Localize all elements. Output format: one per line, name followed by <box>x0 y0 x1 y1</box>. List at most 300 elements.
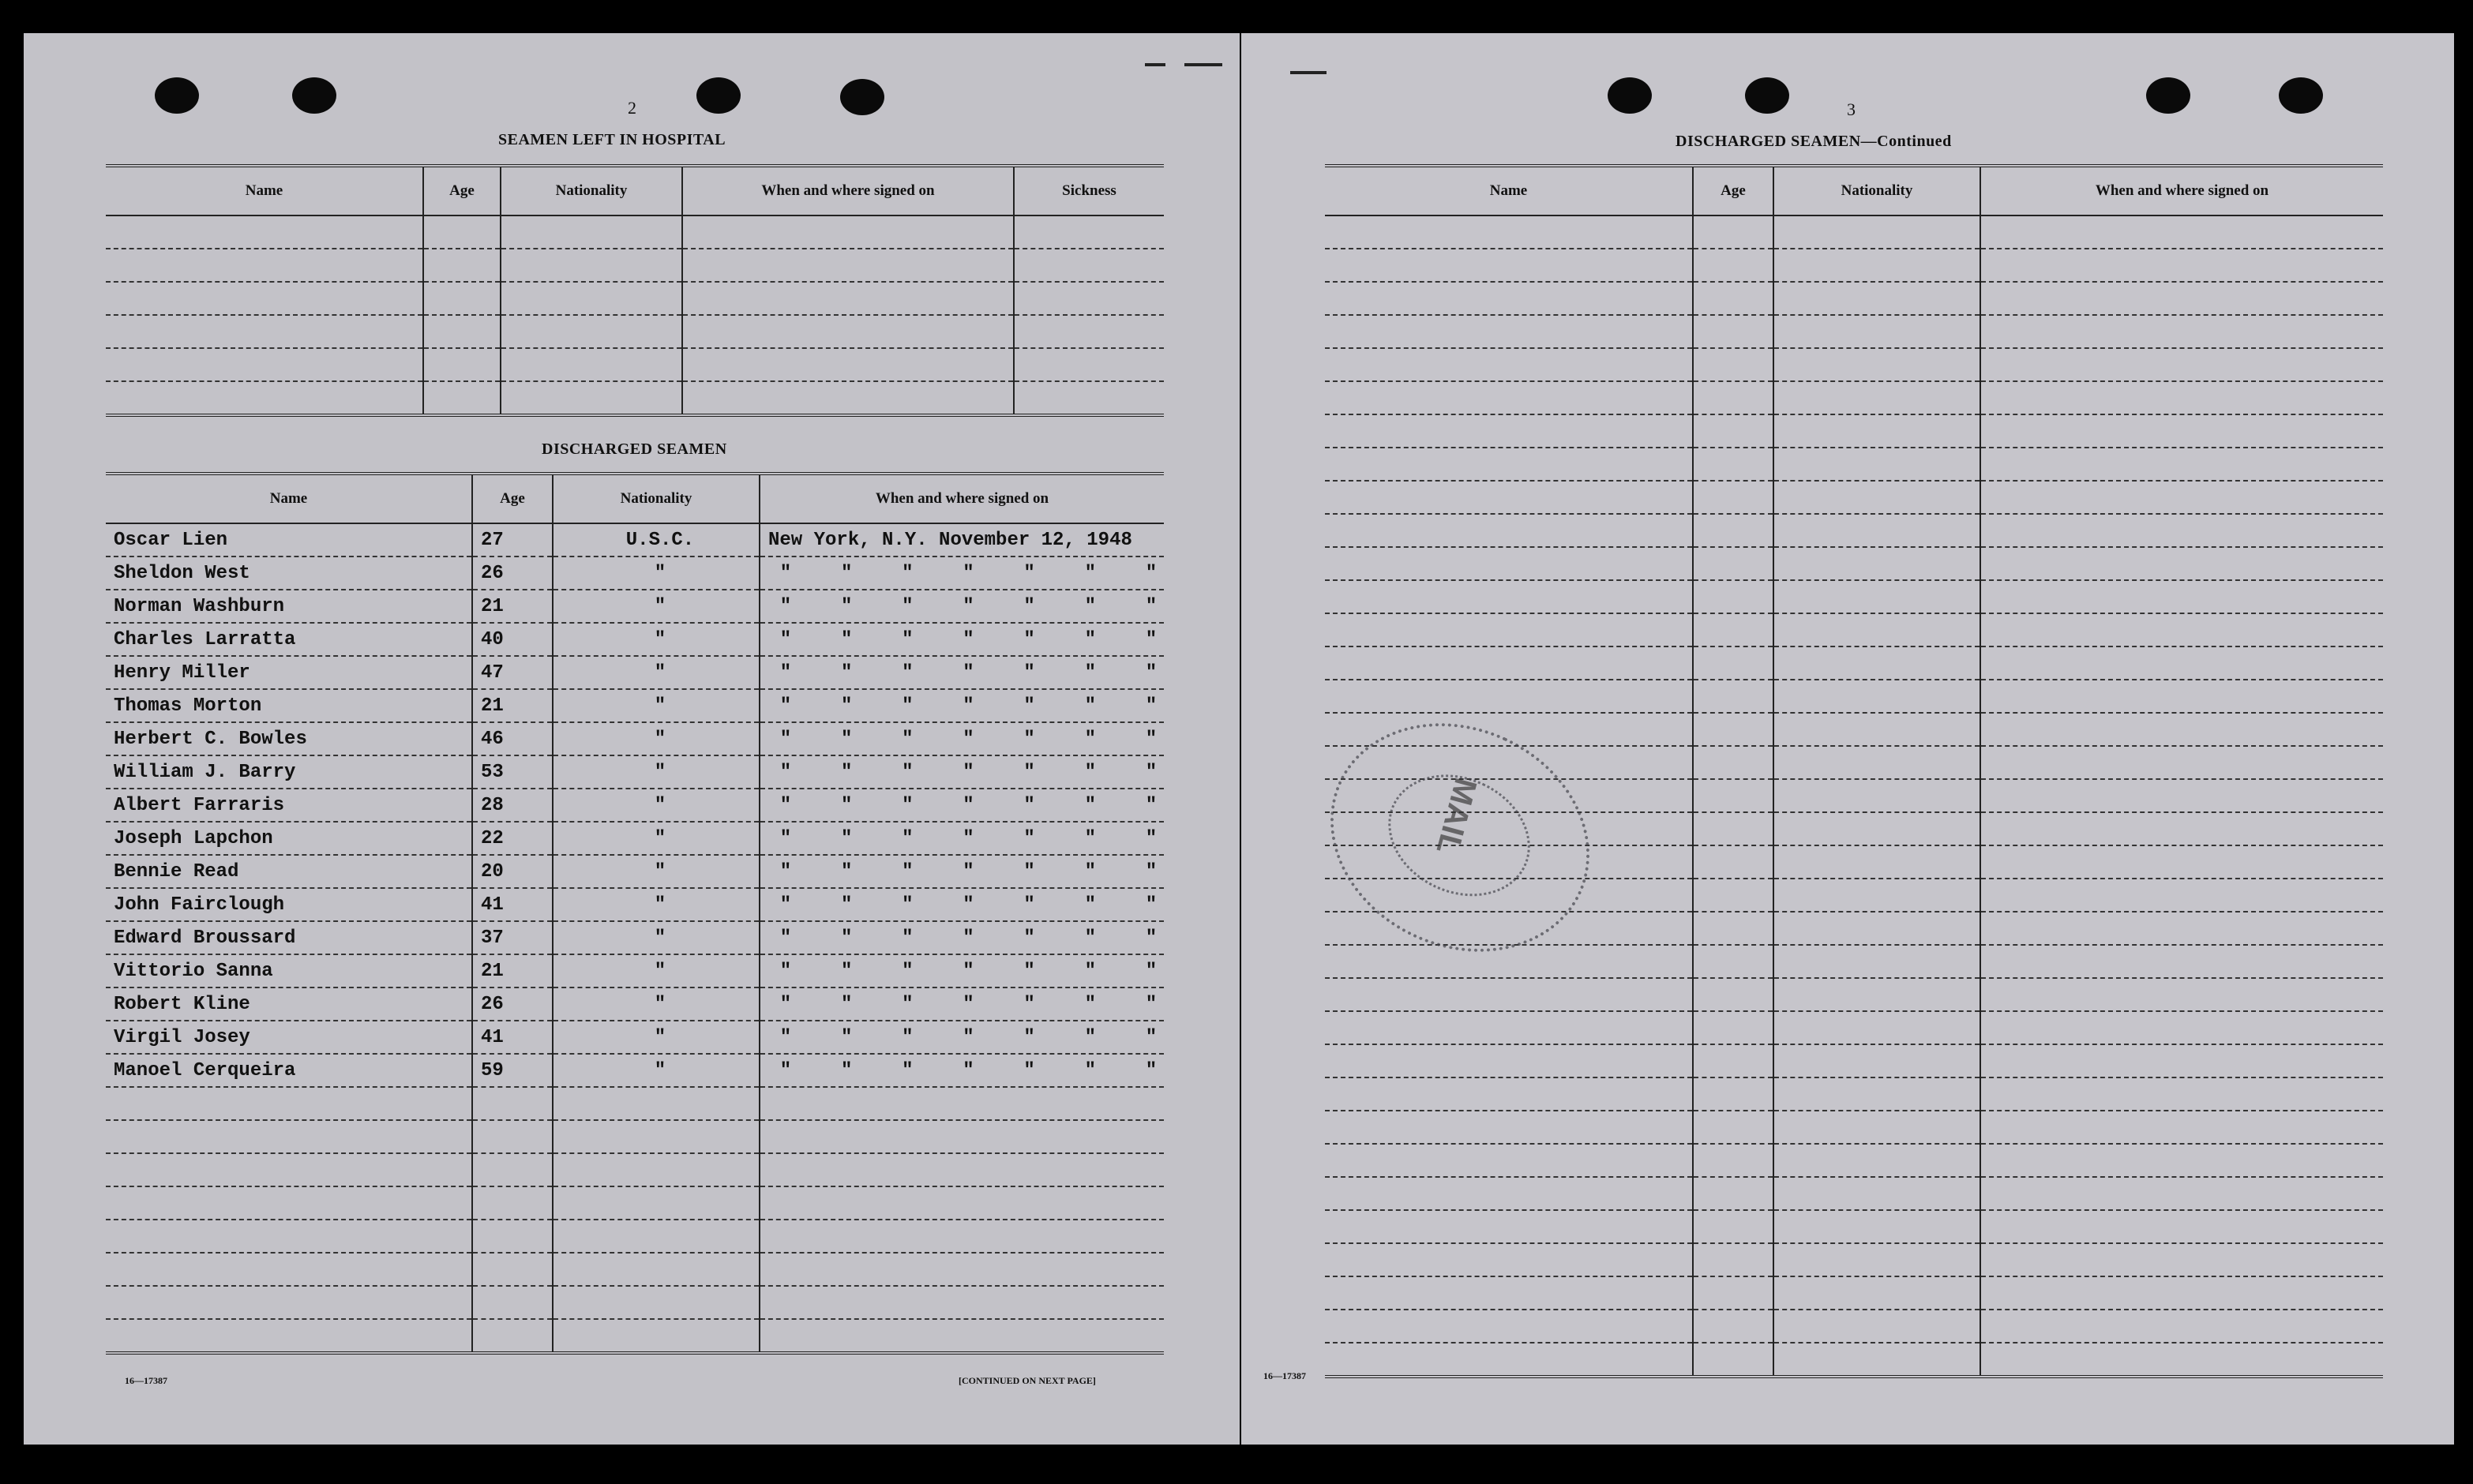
table-row <box>1325 646 2383 680</box>
seaman-nationality <box>553 556 760 590</box>
ditto-mark: " <box>654 661 666 684</box>
cell-nationality <box>1773 381 1980 414</box>
cell-age <box>1693 282 1773 315</box>
cell-age <box>1693 812 1773 845</box>
cell-nationality <box>1773 1310 1980 1343</box>
cell-signed-on <box>1980 1343 2383 1377</box>
table-row <box>106 282 1164 315</box>
ditto-marks <box>768 894 1164 916</box>
table-row <box>1325 1343 2383 1377</box>
postmark-text: MAIL <box>1429 774 1484 858</box>
ditto-mark: " <box>963 794 974 816</box>
seaman-name: Charles Larratta <box>106 623 472 656</box>
table-row <box>106 249 1164 282</box>
ditto-mark: " <box>1145 860 1158 883</box>
cell-name <box>1325 1243 1693 1276</box>
cell-nationality <box>1773 1177 1980 1210</box>
ditto-mark: " <box>1023 960 1035 982</box>
ditto-mark: " <box>1145 1026 1158 1048</box>
ditto-mark: " <box>840 1059 853 1081</box>
column-header-nationality: Nationality <box>1773 166 1980 215</box>
table-row <box>106 348 1164 381</box>
cell-nationality <box>553 1153 760 1186</box>
seaman-signed-on <box>760 822 1164 855</box>
table-row <box>1325 613 2383 646</box>
seaman-age: 59 <box>472 1054 553 1087</box>
cell-age <box>1693 1210 1773 1243</box>
ditto-mark: " <box>1145 728 1158 750</box>
seaman-signed-on <box>760 1021 1164 1054</box>
cell-age <box>1693 1310 1773 1343</box>
seaman-name: Manoel Cerqueira <box>106 1054 472 1087</box>
table-row <box>1325 414 2383 448</box>
ditto-mark: " <box>902 761 914 783</box>
page-number: 2 <box>628 98 636 118</box>
seaman-signed-on <box>760 689 1164 722</box>
cell-signed-on <box>1980 646 2383 680</box>
ditto-mark: " <box>1084 595 1096 617</box>
table-row <box>1325 1044 2383 1077</box>
ditto-mark: " <box>779 927 792 949</box>
ditto-mark: " <box>654 860 666 883</box>
cell-name <box>106 215 423 249</box>
seaman-name: Oscar Lien <box>106 523 472 556</box>
ditto-mark: " <box>1023 794 1035 816</box>
cell-signed-on <box>1980 1111 2383 1144</box>
cell-age <box>1693 1077 1773 1111</box>
seaman-signed-on <box>760 888 1164 921</box>
seaman-nationality <box>553 1021 760 1054</box>
cell-nationality <box>1773 746 1980 779</box>
cell-name <box>1325 282 1693 315</box>
table-row <box>106 722 1164 755</box>
table-row <box>106 215 1164 249</box>
cell-name <box>1325 249 1693 282</box>
ditto-mark: " <box>902 661 914 684</box>
cell-age <box>472 1153 553 1186</box>
ditto-mark: " <box>654 794 666 816</box>
cell-signed-on <box>682 215 1014 249</box>
cell-signed-on <box>1980 514 2383 547</box>
cell-signed-on <box>760 1153 1164 1186</box>
cell-signed-on <box>760 1087 1164 1120</box>
cell-nationality <box>1773 713 1980 746</box>
cell-nationality <box>553 1087 760 1120</box>
ditto-mark: " <box>654 1059 666 1081</box>
punch-hole <box>1608 77 1652 114</box>
column-header-signed-on: When and where signed on <box>760 474 1164 523</box>
hospital-section-title: SEAMEN LEFT IN HOSPITAL <box>498 131 726 148</box>
ditto-marks <box>768 596 1164 617</box>
ditto-mark: " <box>1023 628 1035 650</box>
cell-name <box>106 1087 472 1120</box>
cell-signed-on <box>1980 978 2383 1011</box>
cell-age <box>1693 1276 1773 1310</box>
seaman-age: 53 <box>472 755 553 789</box>
cell-age <box>1693 845 1773 879</box>
seaman-name: Thomas Morton <box>106 689 472 722</box>
table-row <box>1325 448 2383 481</box>
ditto-mark: " <box>1145 993 1158 1015</box>
cell-name <box>1325 348 1693 381</box>
ditto-mark: " <box>779 562 792 584</box>
cell-sickness <box>1014 315 1164 348</box>
seaman-signed-on <box>760 855 1164 888</box>
seaman-signed-on <box>760 954 1164 987</box>
cell-age <box>1693 779 1773 812</box>
cell-signed-on <box>1980 1144 2383 1177</box>
ditto-mark: " <box>963 827 974 849</box>
cell-nationality <box>1773 514 1980 547</box>
ditto-mark: " <box>1145 1059 1158 1081</box>
ditto-mark: " <box>1084 628 1096 650</box>
cell-signed-on <box>1980 1243 2383 1276</box>
continued-header-row <box>1325 166 2383 215</box>
seaman-signed-on <box>760 1054 1164 1087</box>
cell-nationality <box>1773 448 1980 481</box>
seaman-signed-on <box>760 921 1164 954</box>
cell-nationality <box>1773 613 1980 646</box>
cell-age <box>1693 945 1773 978</box>
cell-signed-on <box>682 282 1014 315</box>
seaman-signed-on <box>760 722 1164 755</box>
ditto-mark: " <box>902 1059 914 1081</box>
ditto-mark: " <box>840 827 853 849</box>
punch-hole <box>696 77 741 114</box>
seaman-name: Vittorio Sanna <box>106 954 472 987</box>
cell-age <box>423 348 501 381</box>
cell-name <box>106 1220 472 1253</box>
seaman-nationality <box>553 1054 760 1087</box>
seaman-nationality <box>553 789 760 822</box>
cell-name <box>1325 1310 1693 1343</box>
cell-name <box>1325 514 1693 547</box>
cell-signed-on <box>1980 381 2383 414</box>
cell-name <box>1325 414 1693 448</box>
punch-hole <box>292 77 336 114</box>
cell-name <box>1325 945 1693 978</box>
ditto-mark: " <box>779 761 792 783</box>
cell-nationality <box>1773 680 1980 713</box>
ditto-mark: " <box>654 562 666 584</box>
ditto-mark: " <box>654 1026 666 1048</box>
ditto-mark: " <box>963 661 974 684</box>
table-row <box>106 789 1164 822</box>
cell-age <box>472 1253 553 1286</box>
ditto-mark: " <box>1023 695 1035 717</box>
cell-sickness <box>1014 348 1164 381</box>
ditto-mark: " <box>902 894 914 916</box>
ditto-marks <box>768 662 1164 684</box>
cell-nationality <box>553 1319 760 1353</box>
table-row <box>106 1087 1164 1120</box>
form-number: 16—17387 <box>1263 1370 1306 1381</box>
ditto-mark: " <box>963 927 974 949</box>
table-row <box>1325 282 2383 315</box>
cell-name <box>106 1319 472 1353</box>
ditto-mark: " <box>902 628 914 650</box>
ditto-mark: " <box>902 794 914 816</box>
ditto-mark: " <box>1023 595 1035 617</box>
table-row <box>106 888 1164 921</box>
cell-nationality <box>1773 1343 1980 1377</box>
cell-nationality <box>501 215 682 249</box>
seaman-signed-on <box>760 556 1164 590</box>
ditto-mark: " <box>1145 927 1158 949</box>
cell-nationality <box>1773 282 1980 315</box>
ditto-mark: " <box>779 595 792 617</box>
ditto-mark: " <box>902 728 914 750</box>
cell-name <box>1325 1044 1693 1077</box>
ditto-mark: " <box>963 860 974 883</box>
ditto-marks <box>768 928 1164 949</box>
table-row <box>106 1120 1164 1153</box>
cell-name <box>1325 1343 1693 1377</box>
cell-age <box>1693 879 1773 912</box>
cell-signed-on <box>760 1319 1164 1353</box>
ditto-marks <box>768 563 1164 584</box>
column-header-signed-on: When and where signed on <box>1980 166 2383 215</box>
seaman-age: 26 <box>472 556 553 590</box>
cell-nationality <box>501 315 682 348</box>
cell-nationality <box>501 282 682 315</box>
table-row <box>106 855 1164 888</box>
table-row <box>106 921 1164 954</box>
ditto-mark: " <box>902 827 914 849</box>
cell-nationality <box>1773 812 1980 845</box>
cell-signed-on <box>1980 613 2383 646</box>
seaman-name: Henry Miller <box>106 656 472 689</box>
ditto-mark: " <box>1084 960 1096 982</box>
ditto-mark: " <box>963 595 974 617</box>
cell-name <box>1325 381 1693 414</box>
seaman-age: 22 <box>472 822 553 855</box>
cell-name <box>1325 613 1693 646</box>
cell-signed-on <box>1980 580 2383 613</box>
cell-signed-on <box>1980 215 2383 249</box>
cell-age <box>1693 1243 1773 1276</box>
cell-sickness <box>1014 282 1164 315</box>
cell-signed-on <box>1980 845 2383 879</box>
seaman-age: 40 <box>472 623 553 656</box>
cell-name <box>1325 680 1693 713</box>
ditto-mark: " <box>1023 927 1035 949</box>
cell-nationality <box>1773 481 1980 514</box>
ditto-mark: " <box>1145 595 1158 617</box>
seaman-name: Bennie Read <box>106 855 472 888</box>
cell-nationality <box>1773 547 1980 580</box>
cell-signed-on <box>760 1286 1164 1319</box>
cell-age <box>1693 1177 1773 1210</box>
title-main: DISCHARGED SEAMEN <box>1676 133 1861 150</box>
ditto-mark: " <box>779 960 792 982</box>
ditto-mark: " <box>779 1059 792 1081</box>
cell-signed-on <box>1980 746 2383 779</box>
ditto-mark: " <box>1023 894 1035 916</box>
ditto-mark: " <box>840 695 853 717</box>
cell-age <box>423 215 501 249</box>
cell-age <box>1693 1011 1773 1044</box>
ditto-mark: " <box>779 993 792 1015</box>
table-row <box>106 1186 1164 1220</box>
cell-age <box>1693 315 1773 348</box>
cell-age <box>1693 348 1773 381</box>
seaman-age: 41 <box>472 888 553 921</box>
cell-name <box>106 348 423 381</box>
seaman-signed-on <box>760 590 1164 623</box>
cell-signed-on <box>1980 1276 2383 1310</box>
table-row <box>1325 315 2383 348</box>
ditto-mark: " <box>1023 562 1035 584</box>
cell-nationality <box>1773 1044 1980 1077</box>
ditto-marks <box>768 994 1164 1015</box>
ditto-mark: " <box>963 695 974 717</box>
ditto-mark: " <box>1145 960 1158 982</box>
ditto-marks <box>768 795 1164 816</box>
cell-signed-on <box>682 348 1014 381</box>
seaman-nationality <box>553 987 760 1021</box>
cell-age <box>1693 514 1773 547</box>
left-page <box>24 33 1240 1445</box>
ditto-mark: " <box>963 894 974 916</box>
seaman-name: Herbert C. Bowles <box>106 722 472 755</box>
column-header-name: Name <box>1325 166 1693 215</box>
punch-hole <box>155 77 199 114</box>
ditto-marks <box>768 861 1164 883</box>
ditto-mark: " <box>1145 628 1158 650</box>
column-header-name: Name <box>106 166 423 215</box>
column-header-age: Age <box>423 166 501 215</box>
seaman-age: 28 <box>472 789 553 822</box>
table-row <box>106 556 1164 590</box>
cell-name <box>106 1286 472 1319</box>
ditto-mark: " <box>840 761 853 783</box>
cell-age <box>1693 1144 1773 1177</box>
ditto-mark: " <box>1023 993 1035 1015</box>
seaman-nationality <box>553 590 760 623</box>
cell-name <box>106 1120 472 1153</box>
ditto-mark: " <box>902 860 914 883</box>
cell-age <box>1693 680 1773 713</box>
ditto-mark: " <box>654 628 666 650</box>
table-row <box>106 1021 1164 1054</box>
ditto-marks <box>768 695 1164 717</box>
ditto-mark: " <box>840 960 853 982</box>
cell-age <box>472 1286 553 1319</box>
cell-age <box>1693 215 1773 249</box>
mark <box>1184 63 1222 66</box>
ditto-mark: " <box>902 562 914 584</box>
cell-sickness <box>1014 215 1164 249</box>
cell-signed-on <box>1980 879 2383 912</box>
table-row <box>1325 348 2383 381</box>
cell-nationality <box>1773 912 1980 945</box>
seaman-age: 37 <box>472 921 553 954</box>
ditto-mark: " <box>779 728 792 750</box>
cell-age <box>1693 1044 1773 1077</box>
ditto-mark: " <box>840 1026 853 1048</box>
ditto-mark: " <box>654 728 666 750</box>
table-row <box>1325 1111 2383 1144</box>
cell-age <box>1693 1111 1773 1144</box>
mark <box>1290 71 1327 74</box>
ditto-mark: " <box>902 960 914 982</box>
ditto-mark: " <box>654 894 666 916</box>
seaman-nationality <box>553 921 760 954</box>
seaman-name: Albert Farraris <box>106 789 472 822</box>
ditto-marks <box>768 762 1164 783</box>
ditto-mark: " <box>902 695 914 717</box>
cell-signed-on <box>682 315 1014 348</box>
cell-signed-on <box>1980 414 2383 448</box>
ditto-mark: " <box>1023 1059 1035 1081</box>
ditto-mark: " <box>1145 761 1158 783</box>
ditto-mark: " <box>963 761 974 783</box>
ditto-mark: " <box>1084 894 1096 916</box>
ditto-mark: " <box>779 661 792 684</box>
table-row <box>1325 547 2383 580</box>
seaman-nationality <box>553 689 760 722</box>
cell-nationality <box>1773 945 1980 978</box>
cell-nationality <box>1773 315 1980 348</box>
seaman-age: 47 <box>472 656 553 689</box>
table-row <box>1325 1177 2383 1210</box>
ditto-marks <box>768 961 1164 982</box>
cell-nationality <box>1773 1144 1980 1177</box>
cell-name <box>106 1186 472 1220</box>
ditto-mark: " <box>963 628 974 650</box>
cell-name <box>1325 646 1693 680</box>
ditto-mark: " <box>963 1059 974 1081</box>
ditto-mark: " <box>963 960 974 982</box>
seaman-nationality <box>553 822 760 855</box>
cell-signed-on <box>1980 779 2383 812</box>
cell-age <box>1693 448 1773 481</box>
cell-age <box>472 1319 553 1353</box>
cell-nationality <box>553 1286 760 1319</box>
seaman-nationality <box>553 855 760 888</box>
cell-nationality <box>1773 646 1980 680</box>
cell-signed-on <box>760 1120 1164 1153</box>
cell-nationality <box>1773 414 1980 448</box>
cell-age <box>1693 249 1773 282</box>
column-header-age: Age <box>1693 166 1773 215</box>
cell-age <box>472 1087 553 1120</box>
cell-nationality <box>553 1220 760 1253</box>
column-header-signed-on: When and where signed on <box>682 166 1014 215</box>
ditto-mark: " <box>1084 728 1096 750</box>
nationality-value: U.S.C. <box>625 529 695 551</box>
cell-nationality <box>1773 845 1980 879</box>
cell-age <box>1693 912 1773 945</box>
table-row <box>106 755 1164 789</box>
cell-name <box>1325 1177 1693 1210</box>
ditto-mark: " <box>1145 661 1158 684</box>
table-row <box>106 1253 1164 1286</box>
punch-hole <box>2146 77 2190 114</box>
seaman-nationality <box>553 888 760 921</box>
cell-nationality <box>1773 1210 1980 1243</box>
cell-nationality <box>1773 879 1980 912</box>
ditto-marks <box>768 1060 1164 1081</box>
column-header-nationality: Nationality <box>501 166 682 215</box>
ditto-mark: " <box>902 1026 914 1048</box>
ditto-mark: " <box>779 794 792 816</box>
cell-nationality <box>501 348 682 381</box>
column-header-age: Age <box>472 474 553 523</box>
ditto-mark: " <box>654 960 666 982</box>
table-row <box>106 987 1164 1021</box>
